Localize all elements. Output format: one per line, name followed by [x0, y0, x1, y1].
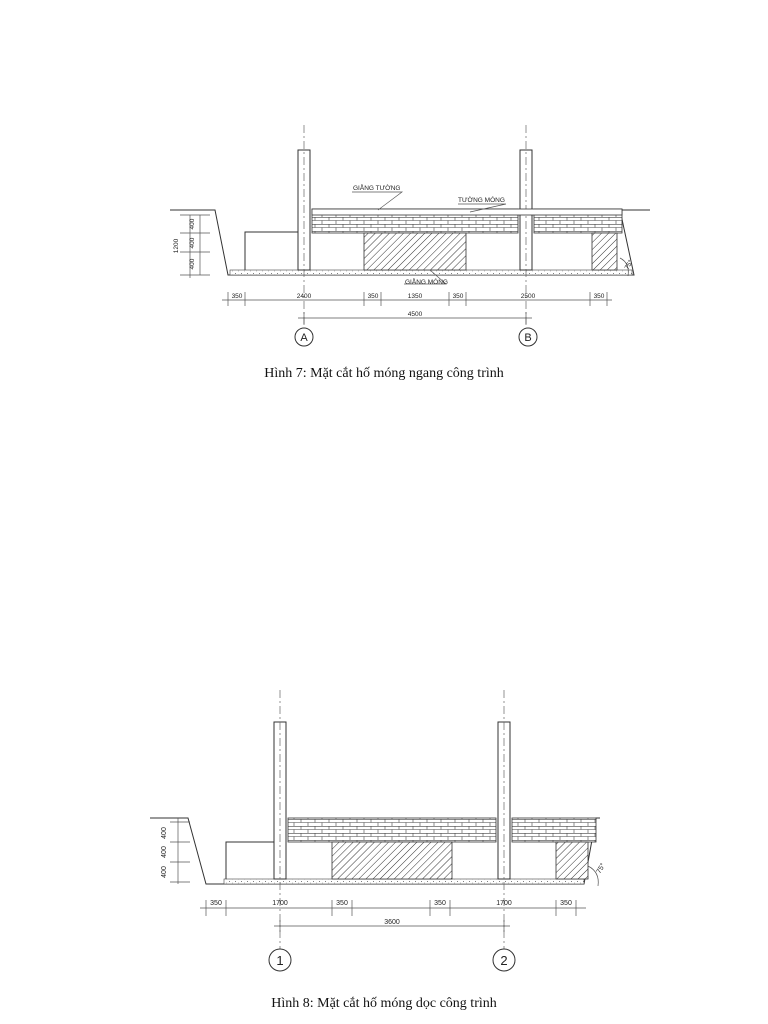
fig8-dim-bottom-3: 350: [336, 900, 348, 907]
fig7-label-tuong-mong: TƯỜNG MÓNG: [458, 197, 505, 204]
fig8-dim-left-3: 400: [161, 866, 168, 878]
fig7-dim-bottom-5: 350: [452, 293, 464, 300]
fig8-axis-2: 2: [500, 953, 508, 968]
figure7-caption: Hình 7: Mặt cắt hố móng ngang công trình: [264, 366, 504, 381]
fig8-dim-bottom-2: 1700: [272, 900, 288, 907]
figure8-drawing: [150, 690, 600, 971]
fig7-dim-left-1: 400: [189, 218, 196, 230]
fig7-label-giang-tuong: GIẰNG TƯỜNG: [353, 185, 401, 192]
fig8-dim-total: 3600: [384, 919, 400, 926]
fig8-dim-bottom-1: 350: [210, 900, 222, 907]
fig7-dim-bottom-7: 350: [593, 293, 605, 300]
fig7-dim-bottom-2: 2400: [296, 293, 312, 300]
fig8-brick-wall-right: [512, 818, 596, 842]
figure8-caption: Hình 8: Mặt cắt hố móng dọc công trình: [271, 996, 497, 1011]
fig8-dim-bottom-5: 1700: [496, 900, 512, 907]
fig7-footing-right: [592, 233, 617, 270]
fig7-wall-beam-top: [312, 209, 622, 215]
fig8-lean-concrete: [224, 879, 584, 884]
fig8-axis-1: 1: [276, 953, 284, 968]
fig8-footing-middle: [332, 842, 452, 879]
fig8-brick-wall-left: [288, 818, 496, 842]
fig7-footing-middle: [364, 233, 466, 270]
fig7-left-block: [245, 232, 305, 270]
fig7-dim-bottom-4: 1350: [407, 293, 423, 300]
fig8-dim-bottom-6: 350: [560, 900, 572, 907]
fig8-footing-right: [556, 842, 588, 879]
fig8-dim-bottom-4: 350: [434, 900, 446, 907]
fig7-dim-bottom-1: 350: [231, 293, 243, 300]
fig7-dim-left-2: 400: [189, 237, 196, 249]
fig7-label-giang-mong: GIẰNG MÓNG: [405, 279, 448, 286]
fig7-dim-bottom-3: 350: [367, 293, 379, 300]
fig7-axis-b: B: [524, 332, 532, 344]
fig8-label-slope: 75°: [595, 862, 608, 875]
fig7-dim-left-total: 1200: [173, 238, 180, 254]
fig7-dim-total: 4500: [407, 311, 423, 318]
fig8-left-block: [226, 842, 276, 879]
fig7-dim-bottom-6: 2500: [520, 293, 536, 300]
fig8-dim-left-1: 400: [161, 827, 168, 839]
fig7-label-slope: 75°: [623, 258, 635, 271]
fig8-dim-left-2: 400: [161, 846, 168, 858]
fig7-dim-left-3: 400: [189, 258, 196, 270]
fig7-axis-a: A: [300, 332, 308, 344]
